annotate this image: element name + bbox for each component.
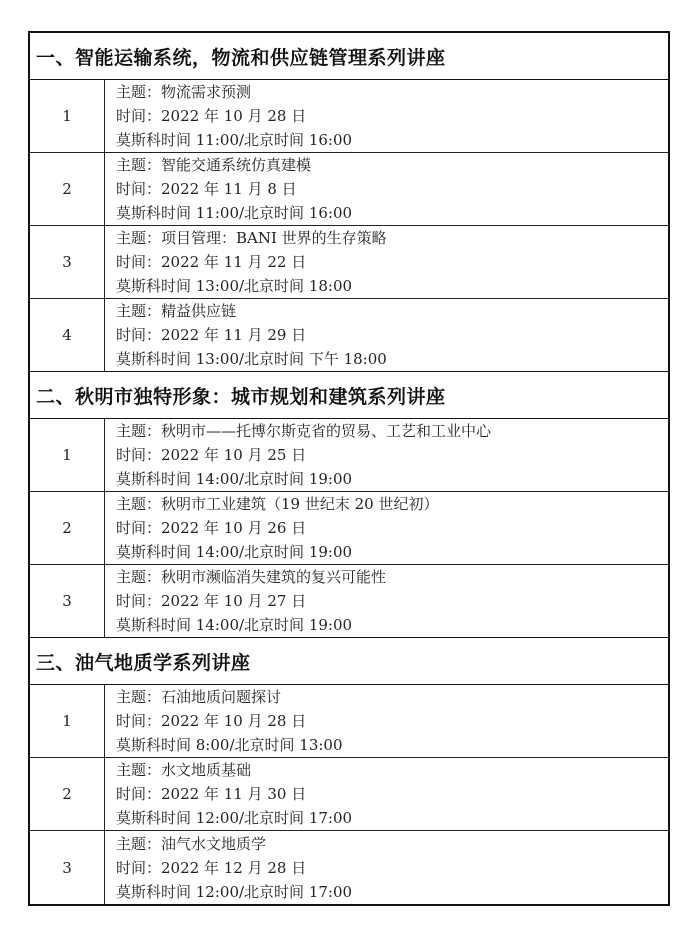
lecture-details [105, 492, 668, 564]
lecture-time: 莫斯科时间 13:00/北京时间 18:00 [116, 277, 353, 295]
lecture-number: 3 [30, 226, 105, 298]
table-row [30, 153, 668, 226]
lecture-schedule-table [28, 31, 670, 906]
lecture-date: 时间：2022 年 10 月 27 日 [116, 592, 307, 610]
lecture-topic: 主题：秋明市濒临消失建筑的复兴可能性 [116, 568, 387, 586]
table-row [30, 758, 668, 831]
lecture-details [105, 153, 668, 225]
lecture-time: 莫斯科时间 8:00/北京时间 13:00 [116, 736, 343, 754]
lecture-details [105, 565, 668, 637]
table-row [30, 565, 668, 638]
lecture-details [105, 758, 668, 830]
lecture-topic: 主题：秋明市——托博尔斯克省的贸易、工艺和工业中心 [116, 422, 492, 440]
lecture-details [105, 226, 668, 298]
lecture-time: 莫斯科时间 13:00/北京时间 下午 18:00 [116, 350, 387, 368]
section-title: 二、秋明市独特形象：城市规划和建筑系列讲座 [30, 372, 668, 419]
lecture-date: 时间：2022 年 11 月 29 日 [116, 326, 307, 344]
lecture-details [105, 299, 668, 371]
lecture-details [105, 419, 668, 491]
lecture-number: 2 [30, 758, 105, 830]
lecture-number: 2 [30, 153, 105, 225]
lecture-date: 时间：2022 年 11 月 30 日 [116, 785, 307, 803]
lecture-topic: 主题：油气水文地质学 [116, 834, 267, 853]
lecture-date: 时间：2022 年 10 月 28 日 [116, 107, 307, 125]
lecture-details [105, 831, 668, 904]
lecture-topic: 主题：精益供应链 [116, 302, 237, 320]
lecture-number: 1 [30, 419, 105, 491]
lecture-date: 时间：2022 年 11 月 8 日 [116, 180, 297, 198]
lecture-details [105, 685, 668, 757]
table-row [30, 419, 668, 492]
lecture-date: 时间：2022 年 11 月 22 日 [116, 253, 307, 271]
lecture-topic: 主题：智能交通系统仿真建模 [116, 156, 312, 174]
lecture-number: 1 [30, 80, 105, 152]
lecture-time: 莫斯科时间 12:00/北京时间 17:00 [116, 809, 353, 827]
lecture-date: 时间：2022 年 12 月 28 日 [116, 858, 307, 877]
lecture-time: 莫斯科时间 11:00/北京时间 16:00 [116, 204, 353, 222]
table-row [30, 685, 668, 758]
section-title: 三、油气地质学系列讲座 [30, 638, 668, 685]
lecture-details [105, 80, 668, 152]
lecture-number: 1 [30, 685, 105, 757]
lecture-topic: 主题：石油地质问题探讨 [116, 688, 282, 706]
lecture-number: 4 [30, 299, 105, 371]
lecture-time: 莫斯科时间 12:00/北京时间 17:00 [116, 882, 353, 901]
lecture-time: 莫斯科时间 14:00/北京时间 19:00 [116, 616, 353, 634]
lecture-date: 时间：2022 年 10 月 26 日 [116, 519, 307, 537]
section-title: 一、智能运输系统，物流和供应链管理系列讲座 [30, 33, 668, 80]
lecture-time: 莫斯科时间 11:00/北京时间 16:00 [116, 131, 353, 149]
lecture-topic: 主题：物流需求预测 [116, 83, 252, 101]
lecture-number: 3 [30, 831, 105, 904]
lecture-date: 时间：2022 年 10 月 28 日 [116, 712, 307, 730]
table-row [30, 226, 668, 299]
table-row [30, 831, 668, 904]
lecture-number: 3 [30, 565, 105, 637]
lecture-time: 莫斯科时间 14:00/北京时间 19:00 [116, 470, 353, 488]
lecture-topic: 主题：水文地质基础 [116, 761, 252, 779]
table-row [30, 299, 668, 372]
table-row [30, 492, 668, 565]
lecture-date: 时间：2022 年 10 月 25 日 [116, 446, 307, 464]
lecture-number: 2 [30, 492, 105, 564]
lecture-time: 莫斯科时间 14:00/北京时间 19:00 [116, 543, 353, 561]
lecture-topic: 主题：秋明市工业建筑（19 世纪末 20 世纪初） [116, 495, 439, 513]
lecture-topic: 主题：项目管理：BANI 世界的生存策略 [116, 229, 387, 247]
table-row [30, 80, 668, 153]
